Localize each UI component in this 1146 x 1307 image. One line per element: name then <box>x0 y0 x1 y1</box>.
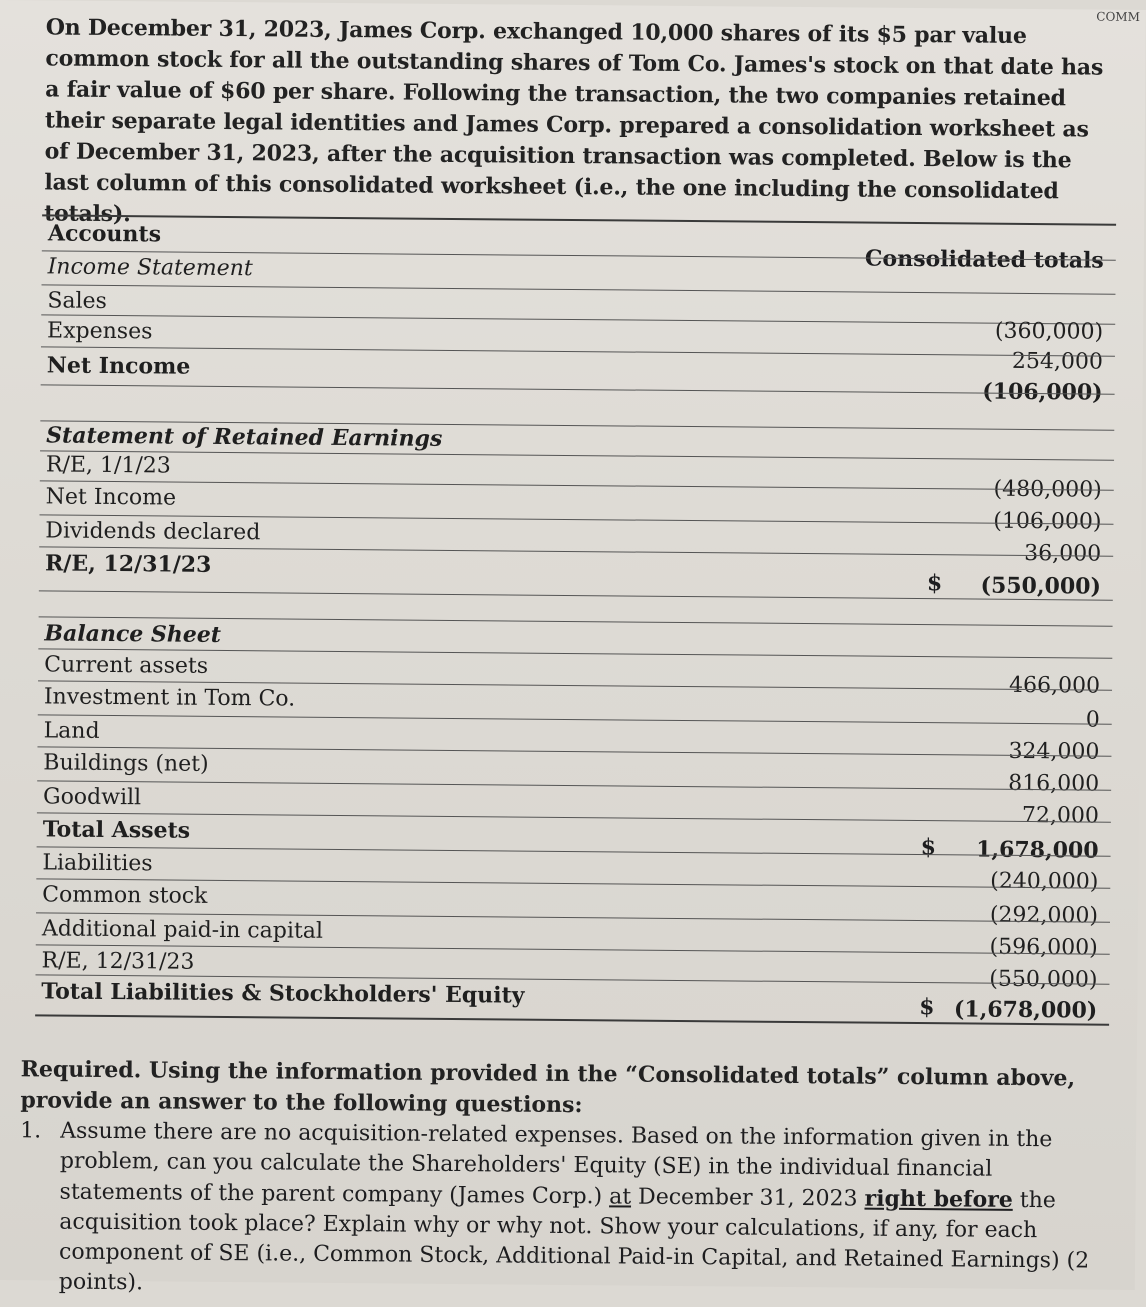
dollar-sign: $ <box>920 834 937 861</box>
row-value: (106,000) <box>982 378 1103 406</box>
row-label: Common stock <box>42 882 208 909</box>
row-value: (360,000) <box>994 318 1104 345</box>
row-value: (292,000) <box>989 902 1099 929</box>
row-label: R/E, 12/31/23 <box>44 550 212 578</box>
rule <box>41 314 1115 324</box>
row-value: (240,000) <box>990 868 1099 895</box>
row-value: 1,678,000 <box>976 836 1099 864</box>
row-value: 72,000 <box>1021 802 1100 829</box>
table-bottom-rule <box>35 1014 1109 1025</box>
question-part: December 31, 2023 <box>631 1184 865 1212</box>
row-label: Investment in Tom Co. <box>43 684 296 712</box>
row-label: Additional paid-in capital <box>41 916 324 944</box>
row-label: Liabilities <box>42 850 153 877</box>
rule <box>42 284 1116 294</box>
underlined-right-before: right before <box>864 1185 1013 1213</box>
rule <box>41 384 1115 394</box>
row-label: Current assets <box>44 652 209 679</box>
rule <box>36 944 1110 954</box>
rule <box>39 590 1113 600</box>
question-part: Assume there are no acquisition-related expenses. Based on the information given in the problem, can you calculate the Shareholders' Equity (SE) in the individual financial statements of the parent company (James Corp.) <box>59 1118 1053 1210</box>
row-value: 36,000 <box>1024 540 1102 567</box>
row-label: Total Liabilities & Stockholders' Equity <box>41 978 525 1009</box>
rule <box>38 714 1112 724</box>
problem-intro: On December 31, 2023, James Corp. exchanged 10,000 shares of its $5 par value common stock for all the outstanding shares of Tom Co. James's stock on that date has a fair value of $60 per share. Following the transaction, the two companies retained their separate legal identities and James Corp. prepared a consolidation worksheet as of December 31, 2023, after the acquisition transaction was completed. Below is the last column of this consolidated worksheet (i.e., the one including the consolidated totals). <box>44 14 1104 228</box>
row-value: 254,000 <box>1011 348 1103 375</box>
row-value: (106,000) <box>993 508 1102 535</box>
row-value: 324,000 <box>1008 738 1100 765</box>
row-label: R/E, 12/31/23 <box>41 948 195 975</box>
corner-text: COMM <box>1096 9 1140 24</box>
rule <box>37 780 1111 790</box>
row-label: Sales <box>47 288 108 314</box>
row-label: Land <box>43 718 100 744</box>
row-value: 466,000 <box>1008 672 1101 699</box>
row-label: R/E, 1/1/23 <box>45 452 171 479</box>
income-statement-title: Income Statement <box>47 254 253 282</box>
row-value: (1,678,000) <box>953 996 1098 1024</box>
consolidated-totals-header: Consolidated totals <box>864 245 1104 274</box>
row-label: Expenses <box>47 318 153 345</box>
balance-sheet-title: Balance Sheet <box>44 620 222 648</box>
question-number: 1. <box>20 1118 42 1144</box>
row-value: 0 <box>1085 707 1100 733</box>
underlined-at: at <box>609 1184 632 1210</box>
row-label: Net Income <box>46 352 191 380</box>
row-value: (480,000) <box>993 476 1102 503</box>
row-label: Dividends declared <box>45 518 261 546</box>
row-value: (596,000) <box>989 934 1098 961</box>
row-value: (550,000) <box>980 572 1102 600</box>
dollar-sign: $ <box>926 570 943 597</box>
rule <box>40 480 1114 490</box>
rule <box>37 812 1111 822</box>
row-value: 816,000 <box>1008 770 1100 797</box>
rule <box>37 846 1111 856</box>
row-label: Total Assets <box>42 816 191 844</box>
row-label: Buildings (net) <box>43 750 209 777</box>
question-part: the acquisition took place? Explain why or why not. Show your calculations, if any, for each component of SE (i.e., Common Stock, Additional Paid-in Capital, and Retained Earnings) (2 points). <box>58 1187 1090 1296</box>
rule <box>41 346 1115 356</box>
required-section <box>20 1054 1110 1126</box>
row-label: Goodwill <box>42 784 142 811</box>
row-value: (550,000) <box>989 966 1098 993</box>
required-lead: Required. Using the information provided in the “Consolidated totals” column above, provide an answer to the following questions: <box>20 1056 1076 1119</box>
rule <box>40 450 1114 460</box>
row-label: Net Income <box>45 484 177 511</box>
dollar-sign: $ <box>919 994 935 1021</box>
accounts-header: Accounts <box>47 220 162 248</box>
retained-earnings-title: Statement of Retained Earnings <box>46 422 443 452</box>
question-text <box>59 1117 1105 1307</box>
